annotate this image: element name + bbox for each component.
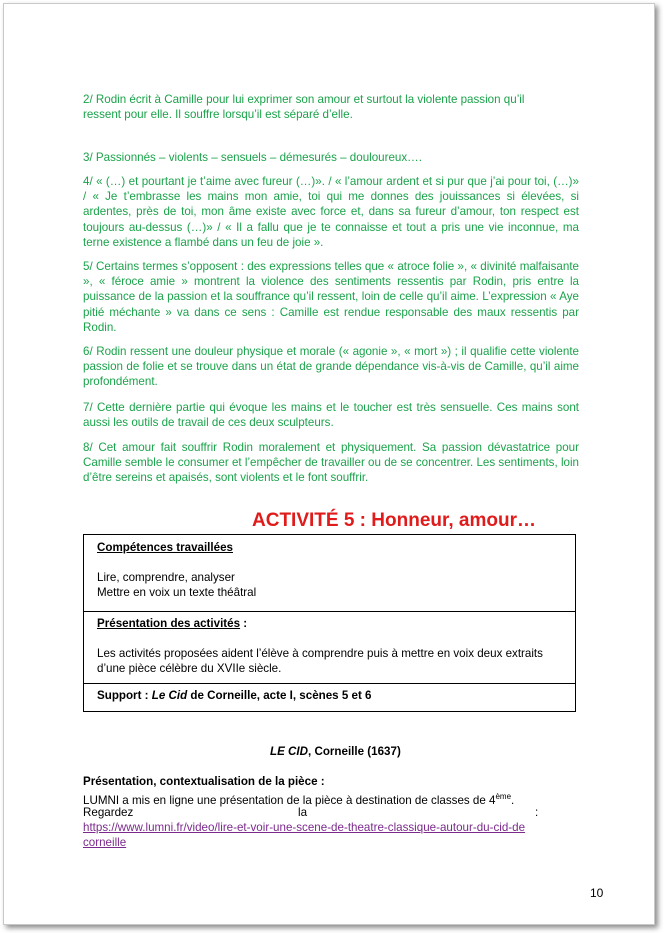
- competences-section: [84, 535, 575, 611]
- lumni-link-line-1[interactable]: https://www.lumni.fr/video/lire-et-voir-une-scene-de-theatre-classique-autour-du-cid-de: [83, 821, 526, 834]
- presentation-section: [84, 611, 575, 684]
- support-work: Le Cid: [151, 689, 188, 702]
- support-line: [97, 688, 372, 703]
- presentation-heading-line: [97, 616, 247, 631]
- work-title-rest: , Corneille (1637): [308, 745, 401, 758]
- answer-6: 6/ Rodin ressent une douleur physique et morale (« agonie », « mort ») ; il qualifie cette violente passion de folie et se trouve dans un état de grande dépendance vis-à-vis de Camille, qu’il aime profondément.: [83, 345, 579, 389]
- activity-info-box: [83, 534, 576, 712]
- answer-4: 4/ « (…) et pourtant je t’aime avec fureur (…)». / « l’amour ardent et si pur que j’ai pour toi, (…)» / « Je t’embrasse les mains mon amie, toi qui me donnes des jouissances si élevées, si ardentes, près de toi, mon âme existe avec force et, dans sa fureur d’amour, ton respect est toujours au-dessus (…)» / « Il a fallu que je te connaisse et tout a pris une vie inconnue, ma terne existence a flambé dans un feu de joie ».: [83, 175, 579, 249]
- context-colon: :: [535, 806, 539, 819]
- presentation-line-2: d’une pièce célèbre du XVIIe siècle.: [97, 662, 282, 675]
- context-line-1-text: LUMNI a mis en ligne une présentation de la pièce à destination de classes de 4: [83, 793, 496, 807]
- competences-heading: Compétences travaillées: [97, 541, 233, 554]
- answer-7: 7/ Cette dernière partie qui évoque les mains et le toucher est très sensuelle. Ces mains sont aussi les outils de travail de ces deux sculpteurs.: [83, 401, 579, 430]
- answer-3: 3/ Passionnés – violents – sensuels – démesurés – douloureux….: [83, 151, 422, 164]
- context-la: la: [298, 806, 308, 819]
- answer-2: 2/ Rodin écrit à Camille pour lui exprimer son amour et surtout la violente passion qu’il ressent pour elle. Il souffre lorsqu’il est séparé d’elle.: [83, 93, 525, 122]
- lumni-link-container: [83, 820, 583, 850]
- context-line-1-end: .: [511, 793, 515, 807]
- context-regardez: Regardez: [83, 806, 134, 819]
- context-line-1-sup: ème: [495, 792, 512, 801]
- work-title: [270, 744, 401, 759]
- answer-5: 5/ Certains termes s’opposent : des expressions telles que « atroce folie », « divinité malfaisante », « féroce amie » montrent la violence des sentiments ressentis par Rodin, pris entre la puissance de la passion et la souffrance qu’il ressent, loin de celle qu’il aime. L’expression « Aye pitié méchante » va dans ce sens : Camille est rendue responsable des maux ressentis par Rodin.: [83, 260, 579, 334]
- lumni-link-line-2[interactable]: corneille: [83, 836, 127, 849]
- page-number: 10: [590, 886, 604, 900]
- competences-line-2: Mettre en voix un texte théâtral: [97, 586, 257, 599]
- answer-8: 8/ Cet amour fait souffrir Rodin moralement et physiquement. Sa passion dévastatrice pour Camille semble le consumer et l’empêcher de travailler ou de se concentrer. Les sentiments, loin d’être sereins et apaisés, sont violents et le font souffrir.: [83, 441, 579, 485]
- activity-title: ACTIVITÉ 5 : Honneur, amour…: [252, 510, 536, 531]
- presentation-line-1: Les activités proposées aident l’élève à comprendre puis à mettre en voix deux extraits: [97, 647, 543, 660]
- presentation-colon: :: [240, 617, 248, 630]
- context-heading: Présentation, contextualisation de la pièce :: [83, 775, 325, 788]
- support-section: [84, 683, 575, 712]
- competences-line-1: Lire, comprendre, analyser: [97, 571, 235, 584]
- support-suffix: de Corneille, acte I, scènes 5 et 6: [187, 689, 372, 702]
- presentation-heading: Présentation des activités: [97, 617, 241, 630]
- support-prefix: Support :: [97, 689, 152, 702]
- work-title-italic: LE CID: [270, 745, 309, 758]
